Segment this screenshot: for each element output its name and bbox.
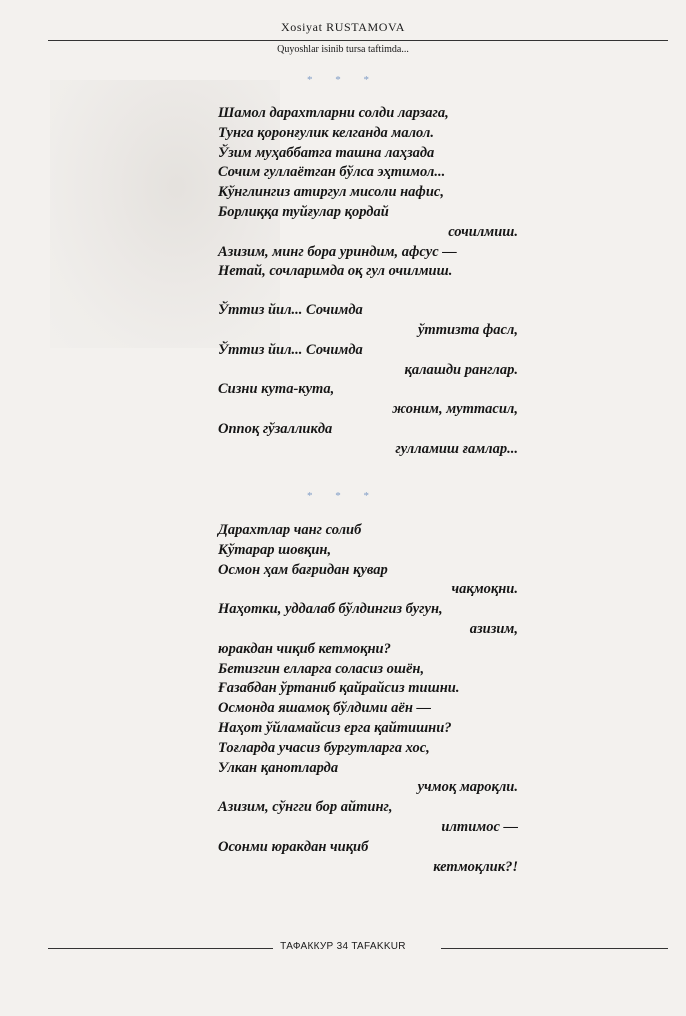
footer-label [0,941,686,952]
author-name: Xosiyat RUSTAMOVA [280,20,406,34]
poem-line: Шамол дарахтларни солди ларзага, [218,105,449,121]
poem-line: Тунга қоронғулик келганда малол. [218,124,434,141]
poem-line: Осмонда яшамоқ бўлдими аён — [218,700,432,717]
poem-line: Бетизгин елларга соласиз ошён, [218,660,425,677]
poem-line: гулламиш ғамлар... [395,440,518,457]
section-subtitle: Quyoshlar isinib tursa taftimda... [277,44,409,55]
poem-line: Наҳот ўйламайсиз ерга қайтишни? [218,719,452,736]
poem-line: Дарахтлар чанг солиб [218,522,362,538]
poem-line: Осонми юракдан чиқиб [218,838,369,855]
poem-line: Кўтарар шовқин, [218,541,332,558]
poem-line: чақмоқни. [451,581,518,598]
poem-line: Борлиққа туйғулар қордай [218,203,389,220]
section-separator: * * * [307,490,379,502]
poem-line: Сочим гуллаётган бўлса эҳтимол... [218,164,446,181]
section-separator: * * * [307,74,379,86]
poem-line: Осмон ҳам бағридан қувар [218,561,388,578]
poem-line: Оппоқ гўзалликда [218,420,333,437]
poem-line: қалашди ранглар. [404,361,518,378]
poem-line: кетмоқлик?! [433,858,518,875]
poem-line: азизим, [469,620,518,637]
poem-line: Тоғларда учасиз бургутларга хос, [218,739,430,756]
poem-line: сочилмиш. [448,223,518,240]
poem-line: ўттизта фасл, [418,321,518,338]
poem-line: юракдан чиқиб кетмоқни? [218,640,391,657]
page-number-label: ТАФАККУР 34 TAFAKKUR [275,941,411,952]
poem-line: учмоқ мароқли. [417,779,518,796]
poem-line: илтимос — [441,818,518,835]
poem-line: Азизим, минг бора уриндим, афсус — [218,243,457,260]
stanza-gap [218,282,518,301]
poem-one [218,104,518,460]
poem-line: Улкан қанотларда [218,759,339,776]
poem-line: Азизим, сўнгги бор айтинг, [218,799,393,816]
poem-line: Наҳотки, уддалаб бўлдингиз бугун, [218,601,443,618]
poem-line: Ўттиз йил... Сочимда [218,341,363,358]
poem-line: жоним, муттасил, [392,401,518,418]
poem-line: Ғазабдан ўртаниб қайрайсиз тишни. [218,680,460,697]
poem-line: Кўнглингиз атиргул мисоли нафис, [218,184,444,201]
poem-two [218,521,518,877]
poem-line: Ўттиз йил... Сочимда [218,302,363,319]
poem-line: Нетай, сочларимда оқ гул очилмиш. [218,263,453,280]
poem-line: Сизни кута-кута, [218,381,335,398]
header-divider [48,40,668,41]
poem-line: Ўзим муҳаббатга ташна лаҳзада [218,144,435,161]
